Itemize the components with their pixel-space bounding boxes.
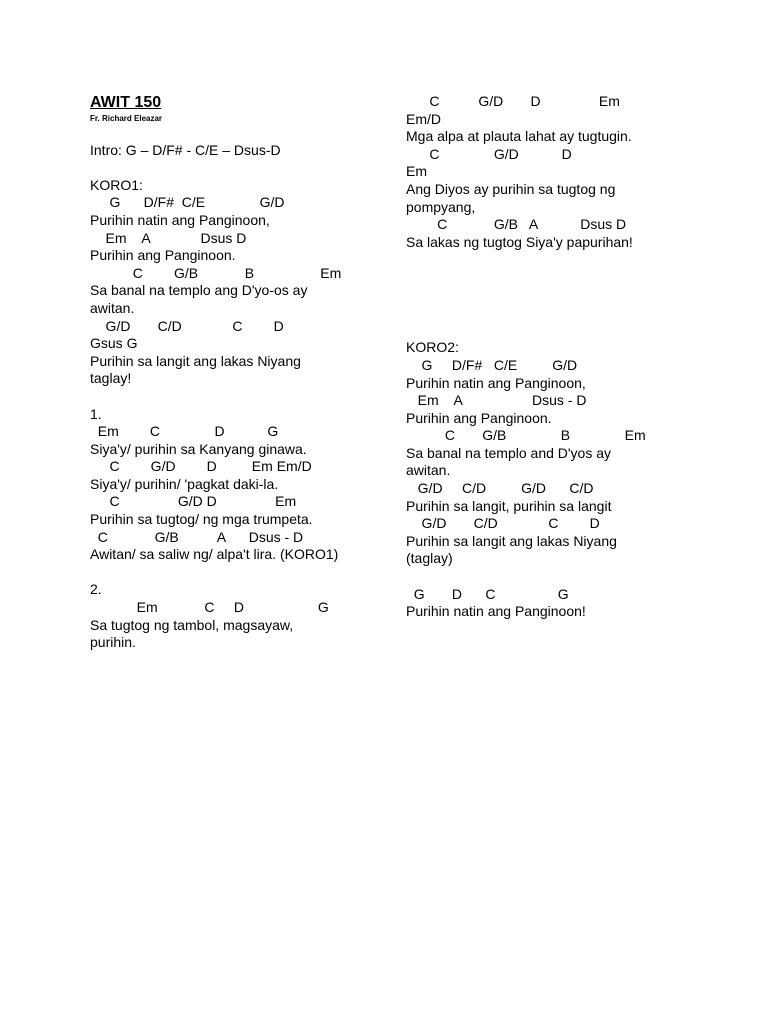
lyric-line: awitan. — [90, 299, 135, 316]
section-heading: KORO1: — [90, 176, 143, 193]
chord-line: C G/D D Em — [90, 493, 297, 510]
lyric-line: Siya'y/ purihin/ 'pagkat daki-la. — [90, 475, 279, 492]
chord-line: Em A Dsus D — [90, 229, 247, 246]
lyric-line: Purihin ang Panginoon. — [90, 247, 236, 264]
chord-line: G D/F# C/E G/D — [406, 356, 578, 373]
author-credit: Fr. Richard Eleazar — [90, 114, 163, 123]
section-heading: KORO2: — [406, 339, 459, 356]
lyric-line: pompyang, — [406, 198, 476, 215]
blank-line — [90, 159, 390, 177]
chord-line: Gsus G — [90, 335, 138, 352]
lyric-line: Purihin natin ang Panginoon! — [406, 603, 586, 620]
blank-line — [406, 287, 736, 305]
lyric-line: Siya'y/ purihin sa Kanyang ginawa. — [90, 440, 307, 457]
lyric-line: awitan. — [406, 462, 451, 479]
blank-line — [406, 568, 736, 586]
chord-line: G D C G — [406, 585, 569, 602]
lyric-line: Purihin sa langit ang lakas Niyang — [90, 352, 301, 369]
chord-line: Em/D — [406, 110, 441, 127]
blank-line — [90, 124, 390, 142]
lyric-line: Sa banal na templo ang D'yo-os ay — [90, 282, 308, 299]
chord-line: C G/B B Em — [406, 427, 646, 444]
lyric-line: Purihin ang Panginoon. — [406, 409, 552, 426]
lyric-line: Mga alpa at plauta lahat ay tugtugin. — [406, 128, 632, 145]
lyric-line: Sa lakas ng tugtog Siya'y papurihan! — [406, 233, 633, 250]
blank-line — [90, 388, 390, 406]
blank-line — [406, 251, 736, 269]
chord-line: Em — [406, 163, 427, 180]
lyric-line: purihin. — [90, 634, 136, 651]
chord-line: G/D C/D C D — [406, 515, 600, 532]
lyric-line: Purihin natin ang Panginoon, — [406, 374, 586, 391]
lyric-line: taglay! — [90, 370, 132, 387]
chord-line: C G/B A Dsus - D — [90, 528, 304, 545]
lyric-line: Intro: G – D/F# - C/E – Dsus-D — [90, 141, 281, 158]
lyric-line: Purihin sa tugtog/ ng mga trumpeta. — [90, 511, 313, 528]
chord-line: C G/B B Em — [90, 264, 342, 281]
blank-line — [406, 269, 736, 287]
lyric-line: Awitan/ sa saliw ng/ alpa't lira. (KORO1) — [90, 546, 339, 563]
blank-line — [406, 304, 736, 322]
blank-line — [90, 564, 390, 582]
chord-line: G D/F# C/E G/D — [90, 194, 285, 211]
blank-line — [406, 322, 736, 340]
chord-line: C G/D D — [406, 145, 572, 162]
chord-line: C G/D D Em — [406, 93, 620, 109]
lyric-line: (taglay) — [406, 550, 453, 567]
chord-line: G/D C/D C D — [90, 317, 284, 334]
lyric-line: Purihin natin ang Panginoon, — [90, 211, 270, 228]
chord-line: Em A Dsus - D — [406, 392, 587, 409]
lyric-line: Sa tugtog ng tambol, magsayaw, — [90, 616, 294, 633]
chord-line: Em C D G — [90, 599, 329, 616]
lyric-line: Purihin sa langit ang lakas Niyang — [406, 532, 617, 549]
chord-line: G/D C/D G/D C/D — [406, 480, 594, 497]
lyric-line: Ang Diyos ay purihin sa tugtog ng — [406, 180, 616, 197]
left-column — [90, 93, 390, 652]
lyric-line: Sa banal na templo and D'yos ay — [406, 444, 612, 461]
chord-line: C G/D D Em Em/D — [90, 458, 312, 475]
section-heading: 2. — [90, 581, 102, 598]
song-title: AWIT 150 — [90, 94, 162, 111]
right-column — [406, 93, 736, 621]
chord-line: Em C D G — [90, 423, 279, 440]
lyric-line: Purihin sa langit, purihin sa langit — [406, 497, 612, 514]
section-heading: 1. — [90, 405, 102, 422]
chord-line: C G/B A Dsus D — [406, 216, 627, 233]
